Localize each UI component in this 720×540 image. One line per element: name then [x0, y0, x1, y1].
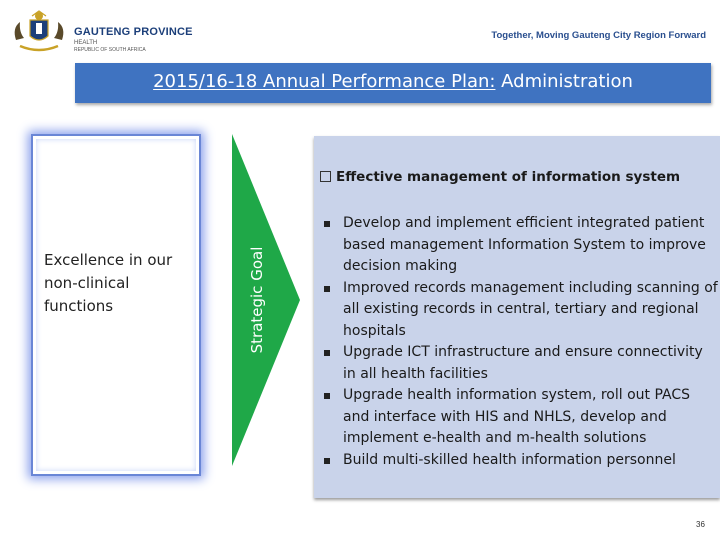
strategic-goal-arrow [232, 134, 300, 466]
province-name: GAUTENG PROVINCE [74, 26, 193, 38]
square-bullet-icon [324, 221, 330, 227]
page-number: 36 [696, 520, 705, 529]
title-suffix: Administration [495, 71, 633, 92]
list-item-text: Build multi-skilled health information personnel [343, 451, 676, 468]
department-name: HEALTH [74, 40, 98, 46]
list-item [320, 342, 720, 385]
list-item [320, 213, 720, 278]
list-item-text: Upgrade health information system, roll out PACS and interface with HIS and NHLS, develop and implement e-health and m-health solutions [343, 387, 690, 446]
list-item-text: Develop and implement efficient integrated patient based management Information System to improve decision making [343, 215, 706, 274]
list-item [320, 450, 720, 472]
title-prefix: 2015/16-18 Annual Performance Plan: [153, 71, 496, 92]
objectives-panel [314, 136, 720, 498]
list-item [320, 278, 720, 343]
objective-heading [320, 169, 680, 185]
square-bullet-icon [324, 393, 330, 399]
coat-of-arms-logo [10, 10, 68, 54]
activity-list [320, 213, 720, 471]
list-item-text: Upgrade ICT infrastructure and ensure connectivity in all health facilities [343, 344, 703, 382]
slide-header [0, 0, 720, 62]
square-bullet-icon [324, 286, 330, 292]
square-bullet-icon [324, 350, 330, 356]
tagline: Together, Moving Gauteng City Region Forward [491, 30, 706, 41]
list-item [320, 385, 720, 450]
slide-title-bar [75, 63, 711, 103]
goal-text: Excellence in our non-clinical functions [44, 251, 173, 315]
objective-text: Effective management of information system [336, 169, 681, 185]
goal-box [33, 136, 199, 474]
checkbox-bullet-icon [320, 171, 331, 182]
strategic-goal-label: Strategic Goal [248, 246, 266, 354]
square-bullet-icon [324, 458, 330, 464]
list-item-text: Improved records management including scanning of all existing records in central, tertiary and regional hospitals [343, 279, 718, 339]
republic-name: REPUBLIC OF SOUTH AFRICA [74, 47, 146, 53]
